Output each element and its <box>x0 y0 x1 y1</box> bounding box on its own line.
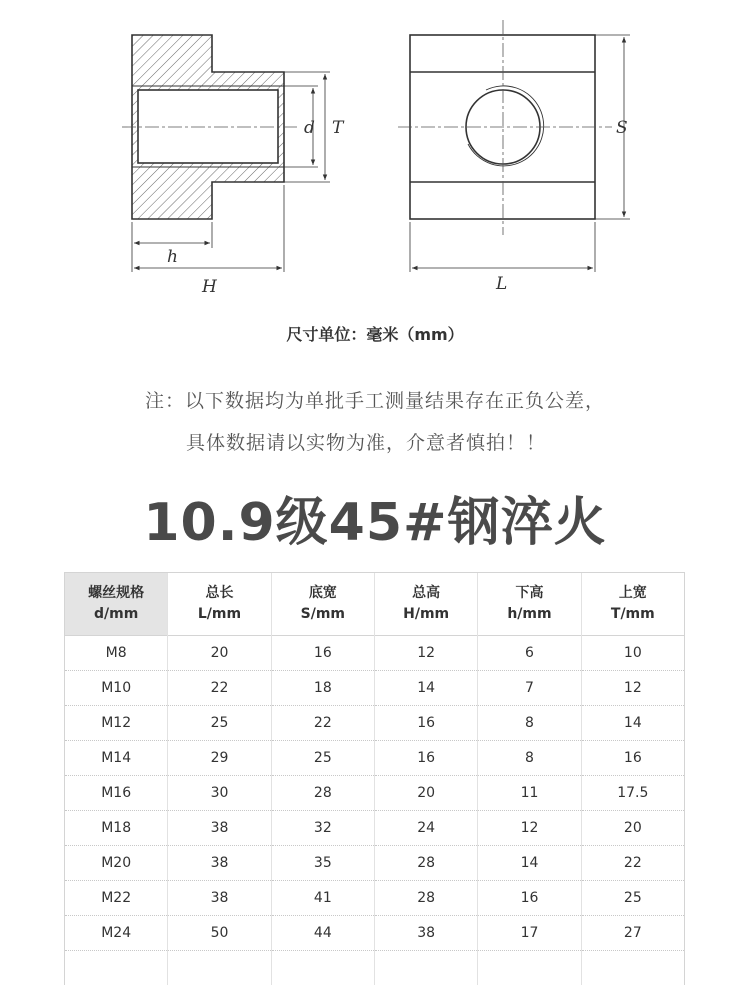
table-row <box>65 706 685 741</box>
table-cell: M20 <box>65 846 168 881</box>
label-T: T <box>332 118 345 138</box>
table-cell: 12 <box>581 671 684 706</box>
table-row <box>65 741 685 776</box>
table-cell: 28 <box>374 881 477 916</box>
disclaimer-notice <box>0 380 750 464</box>
table-cell: 16 <box>478 881 581 916</box>
table-cell: 14 <box>581 706 684 741</box>
table-row <box>65 811 685 846</box>
table-cell: 22 <box>168 671 271 706</box>
table-cell: 28 <box>271 776 374 811</box>
table-cell <box>271 951 374 985</box>
table-cell: 7 <box>478 671 581 706</box>
label-h: h <box>167 247 178 267</box>
table-cell: 44 <box>271 916 374 951</box>
table-cell <box>581 951 684 985</box>
table-cell <box>374 951 477 985</box>
label-H: H <box>201 277 218 297</box>
table-cell <box>65 951 168 985</box>
column-header <box>271 573 374 636</box>
table-cell <box>478 951 581 985</box>
notice-line-1: 注：以下数据均为单批手工测量结果存在正负公差， <box>0 380 750 422</box>
table-cell: 16 <box>271 636 374 671</box>
column-header-name: 底宽 <box>272 583 374 604</box>
thread-bore <box>138 90 278 163</box>
top-view <box>398 20 630 294</box>
column-header-name: 上宽 <box>582 583 684 604</box>
column-header-unit: h/mm <box>478 604 580 625</box>
table-row <box>65 671 685 706</box>
table-cell: 28 <box>374 846 477 881</box>
table-cell: 30 <box>168 776 271 811</box>
column-header-unit: d/mm <box>65 604 167 625</box>
table-row <box>65 846 685 881</box>
column-header-unit: H/mm <box>375 604 477 625</box>
table-cell: 25 <box>271 741 374 776</box>
notice-line-2: 具体数据请以实物为准，介意者慎拍！！ <box>0 422 750 464</box>
label-S: S <box>616 118 628 138</box>
table-cell: 38 <box>168 881 271 916</box>
table-row <box>65 776 685 811</box>
table-cell: 41 <box>271 881 374 916</box>
table-cell: 16 <box>581 741 684 776</box>
table-cell: 35 <box>271 846 374 881</box>
table-cell: 22 <box>271 706 374 741</box>
column-header <box>478 573 581 636</box>
table-cell: 17.5 <box>581 776 684 811</box>
table-cell: 25 <box>168 706 271 741</box>
table-cell: M22 <box>65 881 168 916</box>
table-header-row <box>65 573 685 636</box>
table-cell: 24 <box>374 811 477 846</box>
table-cell: 20 <box>374 776 477 811</box>
table-cell: 38 <box>168 846 271 881</box>
unit-note: 尺寸单位：毫米（mm） <box>0 322 750 345</box>
table-cell: 8 <box>478 741 581 776</box>
table-cell: 27 <box>581 916 684 951</box>
table-cell: 10 <box>581 636 684 671</box>
label-d: d <box>304 118 315 138</box>
table-row <box>65 951 685 985</box>
table-cell: 25 <box>581 881 684 916</box>
table-cell: 29 <box>168 741 271 776</box>
table-cell: 17 <box>478 916 581 951</box>
column-header <box>374 573 477 636</box>
spec-table <box>64 572 685 985</box>
column-header-unit: T/mm <box>582 604 684 625</box>
table-cell: 8 <box>478 706 581 741</box>
column-header <box>168 573 271 636</box>
table-cell: 14 <box>374 671 477 706</box>
table-cell: 38 <box>168 811 271 846</box>
table-cell <box>168 951 271 985</box>
table-cell: 6 <box>478 636 581 671</box>
table-cell: 12 <box>478 811 581 846</box>
material-heading: 10.9级45#钢淬火 <box>0 480 750 555</box>
technical-drawing <box>0 0 750 310</box>
column-header-unit: S/mm <box>272 604 374 625</box>
table-cell: 20 <box>581 811 684 846</box>
table-cell: 16 <box>374 706 477 741</box>
table-cell: 18 <box>271 671 374 706</box>
table-row <box>65 636 685 671</box>
table-cell: 32 <box>271 811 374 846</box>
table-body <box>65 636 685 985</box>
table-row <box>65 916 685 951</box>
column-header <box>65 573 168 636</box>
label-L: L <box>495 274 507 294</box>
table-cell: M10 <box>65 671 168 706</box>
table-cell: 16 <box>374 741 477 776</box>
column-header <box>581 573 684 636</box>
column-header-name: 总高 <box>375 583 477 604</box>
column-header-name: 螺丝规格 <box>65 583 167 604</box>
table-cell: M18 <box>65 811 168 846</box>
table-row <box>65 881 685 916</box>
table-cell: 20 <box>168 636 271 671</box>
table-cell: M16 <box>65 776 168 811</box>
table-cell: 38 <box>374 916 477 951</box>
table-cell: M12 <box>65 706 168 741</box>
column-header-name: 下高 <box>478 583 580 604</box>
table-cell: M24 <box>65 916 168 951</box>
column-header-unit: L/mm <box>168 604 270 625</box>
table-cell: 12 <box>374 636 477 671</box>
table-cell: 50 <box>168 916 271 951</box>
table-cell: 22 <box>581 846 684 881</box>
table-cell: 14 <box>478 846 581 881</box>
column-header-name: 总长 <box>168 583 270 604</box>
table-cell: M8 <box>65 636 168 671</box>
section-view <box>122 35 345 297</box>
table-cell: 11 <box>478 776 581 811</box>
table-cell: M14 <box>65 741 168 776</box>
